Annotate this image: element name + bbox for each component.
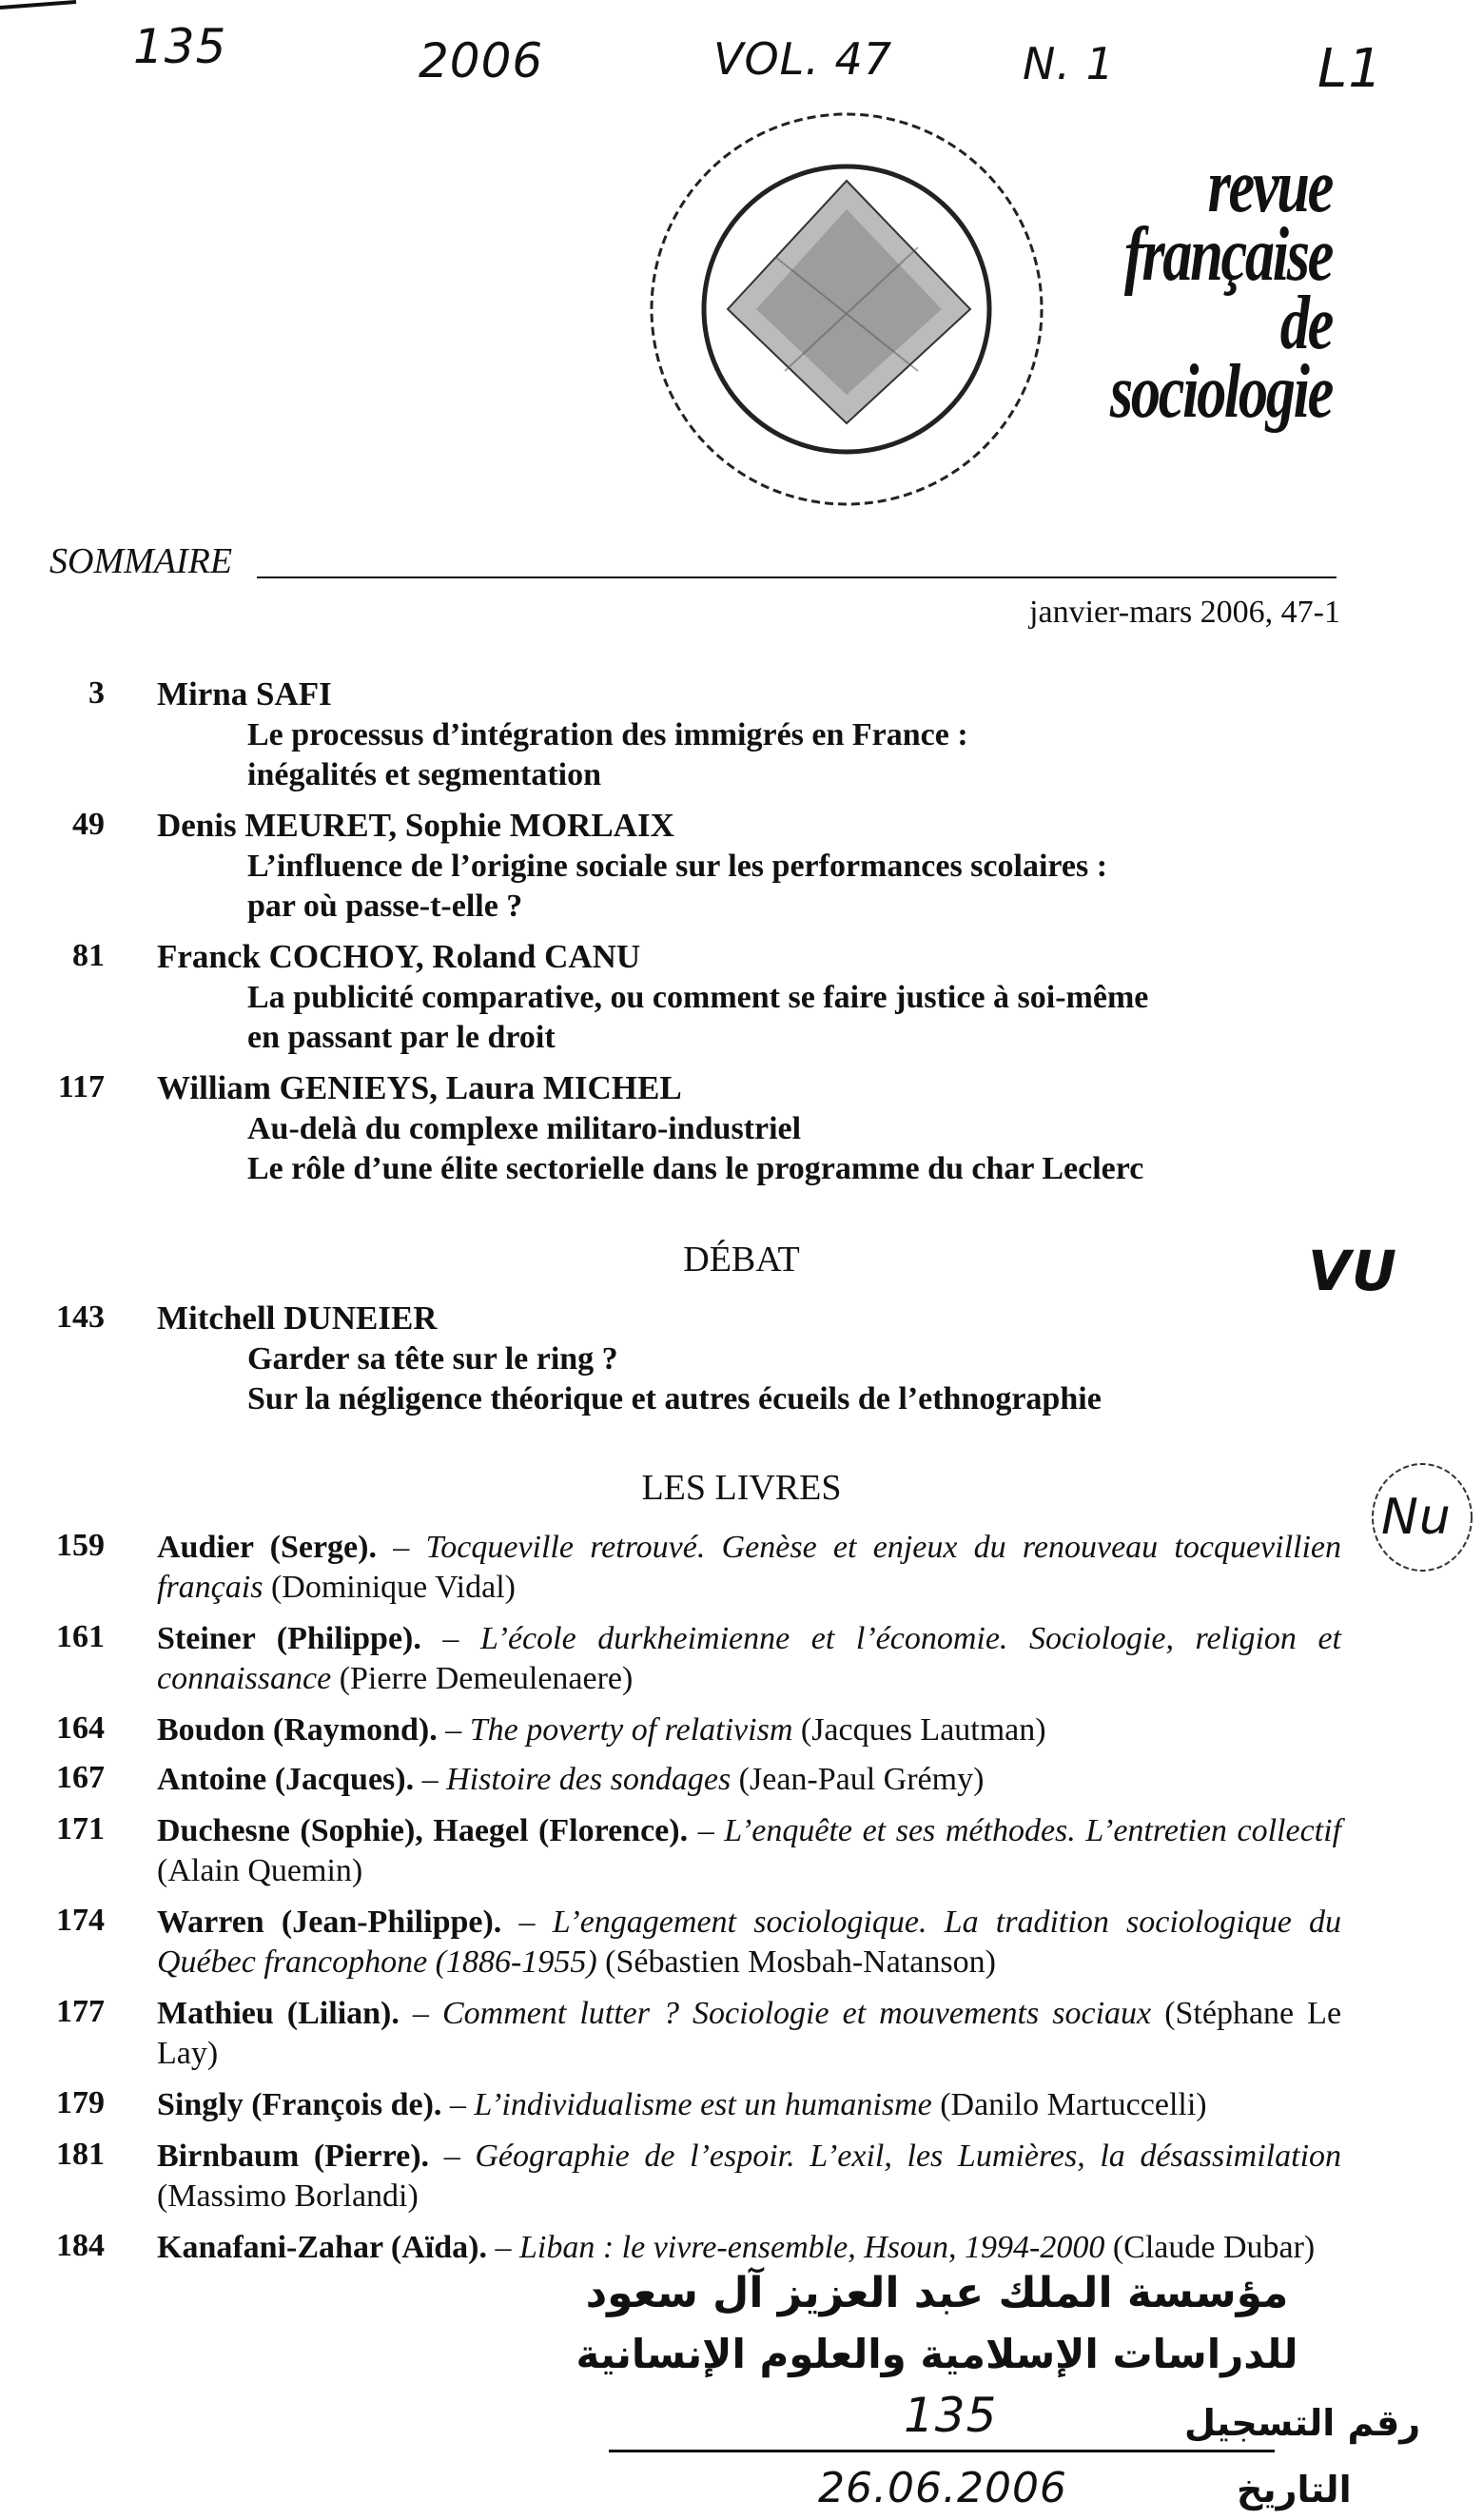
article-page: 81 bbox=[72, 938, 105, 973]
book-reviewer: (Dominique Vidal) bbox=[270, 1570, 516, 1605]
book-title: L’école durkheimienne et l’économie. Sociologie, religion et connaissance bbox=[157, 1621, 1342, 1696]
arabic-stamp-line2: للدراسات الإسلامية والعلوم الإنسانية bbox=[576, 2331, 1298, 2377]
dash: – bbox=[445, 1712, 462, 1748]
book-title: Histoire des sondages bbox=[446, 1762, 732, 1797]
journal-title-line4: sociologie bbox=[1109, 350, 1332, 434]
book-author: Warren (Jean-Philippe). bbox=[157, 1905, 502, 1940]
journal-title-line3: de bbox=[1279, 282, 1332, 365]
book-title: Comment lutter ? Sociologie et mouvements sociaux bbox=[441, 1996, 1152, 2031]
book-title: Tocqueville retrouvé. Genèse et enjeux du renouveau tocquevillien français bbox=[157, 1530, 1341, 1605]
book-reviewer: (Pierre Demeulenaere) bbox=[339, 1661, 634, 1696]
book-review-entry bbox=[157, 2137, 1341, 2217]
handwritten-mark: L1 bbox=[1317, 38, 1383, 100]
debate-page: 143 bbox=[56, 1299, 105, 1335]
book-page: 167 bbox=[56, 1760, 105, 1795]
book-review-entry bbox=[157, 1710, 1341, 1750]
book-title: The poverty of relativism bbox=[469, 1712, 793, 1748]
article-page: 117 bbox=[57, 1069, 105, 1104]
book-page: 161 bbox=[56, 1619, 105, 1654]
margin-note-nu: Nu bbox=[1381, 1489, 1452, 1546]
arabic-stamp-line4: التاريخ bbox=[1237, 2469, 1352, 2510]
book-author: Singly (François de). bbox=[157, 2087, 442, 2122]
dash: – bbox=[412, 1996, 429, 2031]
article-title-line: en passant par le droit bbox=[247, 1020, 556, 1055]
article-title-line: Au-delà du complexe militaro-industriel bbox=[247, 1111, 802, 1146]
toc-heading-rule bbox=[257, 576, 1337, 578]
book-title: L’engagement sociologique. La tradition sociologique du Québec francophone (1886-1955) bbox=[157, 1905, 1342, 1980]
book-author: Birnbaum (Pierre). bbox=[157, 2139, 430, 2174]
debate-heading: DÉBAT bbox=[683, 1240, 800, 1280]
book-reviewer: (Alain Quemin) bbox=[157, 1853, 363, 1888]
dash: – bbox=[442, 1621, 459, 1656]
book-page: 179 bbox=[56, 2085, 105, 2120]
article-authors: William GENIEYS, Laura MICHEL bbox=[157, 1069, 682, 1106]
dash: – bbox=[449, 2087, 466, 2122]
book-title: L’individualisme est un humanisme bbox=[474, 2087, 932, 2122]
debate-title-line: Sur la négligence théorique et autres écueils de l’ethnographie bbox=[247, 1381, 1102, 1416]
article-title-line: La publicité comparative, ou comment se faire justice à soi-même bbox=[247, 980, 1149, 1015]
book-reviewer: (Danilo Martuccelli) bbox=[940, 2087, 1207, 2122]
toc-heading: SOMMAIRE bbox=[49, 541, 233, 581]
book-reviewer: (Stéphane Le Lay) bbox=[157, 1996, 1342, 2071]
books-heading: LES LIVRES bbox=[641, 1468, 842, 1508]
book-author: Duchesne (Sophie), Haegel (Florence). bbox=[157, 1813, 689, 1848]
book-title: Géographie de l’espoir. L’exil, les Lumières, la désassimilation bbox=[475, 2139, 1342, 2174]
book-review-entry bbox=[157, 1811, 1341, 1891]
article-title-line: Le processus d’intégration des immigrés en France : bbox=[247, 717, 968, 752]
dash: – bbox=[495, 2230, 512, 2265]
book-reviewer: (Jean-Paul Grémy) bbox=[738, 1762, 985, 1797]
book-author: Kanafani-Zahar (Aïda). bbox=[157, 2230, 487, 2265]
dash: – bbox=[421, 1762, 439, 1797]
book-review-entry bbox=[157, 1903, 1341, 1983]
dash: – bbox=[697, 1813, 714, 1848]
book-page: 174 bbox=[56, 1903, 105, 1938]
library-seal-stamp bbox=[633, 95, 1061, 523]
dash: – bbox=[443, 2139, 460, 2174]
registration-date: 26.06.2006 bbox=[818, 2464, 1067, 2512]
book-reviewer: (Claude Dubar) bbox=[1112, 2230, 1316, 2265]
book-author: Steiner (Philippe). bbox=[157, 1621, 421, 1656]
debate-authors: Mitchell DUNEIER bbox=[157, 1299, 438, 1337]
book-page: 164 bbox=[56, 1710, 105, 1746]
dash: – bbox=[518, 1905, 536, 1940]
book-review-entry bbox=[157, 1760, 1341, 1800]
margin-note-vu: VU bbox=[1308, 1239, 1397, 1303]
book-page: 171 bbox=[56, 1811, 105, 1846]
book-review-entry bbox=[157, 2085, 1341, 2125]
arabic-stamp-line1: مؤسسة الملك عبد العزيز آل سعود bbox=[585, 2269, 1289, 2317]
book-page: 159 bbox=[56, 1528, 105, 1563]
issue-date: janvier-mars 2006, 47-1 bbox=[1029, 595, 1340, 630]
registration-number: 135 bbox=[904, 2388, 998, 2443]
article-authors: Mirna SAFI bbox=[157, 675, 332, 713]
article-page: 3 bbox=[88, 675, 105, 711]
book-page: 177 bbox=[56, 1994, 105, 2029]
article-page: 49 bbox=[72, 807, 105, 842]
book-author: Boudon (Raymond). bbox=[157, 1712, 438, 1748]
journal-title-line2: française bbox=[1123, 213, 1332, 297]
book-review-entry bbox=[157, 1619, 1341, 1699]
journal-title-line1: revue bbox=[1207, 145, 1332, 228]
article-title-line: inégalités et segmentation bbox=[247, 757, 602, 792]
article-authors: Denis MEURET, Sophie MORLAIX bbox=[157, 807, 674, 844]
book-page: 184 bbox=[56, 2228, 105, 2263]
book-review-entry bbox=[157, 1528, 1341, 1608]
article-title-line: Le rôle d’une élite sectorielle dans le programme du char Leclerc bbox=[247, 1151, 1144, 1186]
article-title-line: par où passe-t-elle ? bbox=[247, 889, 523, 924]
dash: – bbox=[393, 1530, 410, 1565]
debate-title-line: Garder sa tête sur le ring ? bbox=[247, 1341, 618, 1377]
book-review-entry bbox=[157, 1994, 1341, 2074]
article-title-line: L’influence de l’origine sociale sur les performances scolaires : bbox=[247, 849, 1108, 884]
book-author: Antoine (Jacques). bbox=[157, 1762, 415, 1797]
handwritten-issue: N. 1 bbox=[1023, 38, 1115, 89]
journal-title bbox=[1109, 145, 1332, 434]
article-authors: Franck COCHOY, Roland CANU bbox=[157, 938, 641, 975]
handwritten-ref-number: 135 bbox=[133, 19, 227, 74]
arabic-stamp-line3: رقم التسجيل bbox=[1184, 2402, 1421, 2444]
handwritten-volume: VOL. 47 bbox=[713, 33, 893, 85]
stamp-rule bbox=[609, 2450, 1275, 2452]
book-review-entry bbox=[157, 2228, 1341, 2268]
book-title: L’enquête et ses méthodes. L’entretien collectif bbox=[724, 1813, 1342, 1848]
book-reviewer: (Sébastien Mosbah-Natanson) bbox=[605, 1944, 996, 1980]
book-title: Liban : le vivre-ensemble, Hsoun, 1994-2000 bbox=[518, 2230, 1105, 2265]
book-page: 181 bbox=[56, 2137, 105, 2172]
handwritten-year: 2006 bbox=[419, 33, 544, 88]
book-reviewer: (Massimo Borlandi) bbox=[157, 2178, 419, 2214]
scan-edge-mark bbox=[0, 0, 86, 19]
book-author: Mathieu (Lilian). bbox=[157, 1996, 400, 2031]
book-author: Audier (Serge). bbox=[157, 1530, 377, 1565]
book-reviewer: (Jacques Lautman) bbox=[800, 1712, 1046, 1748]
